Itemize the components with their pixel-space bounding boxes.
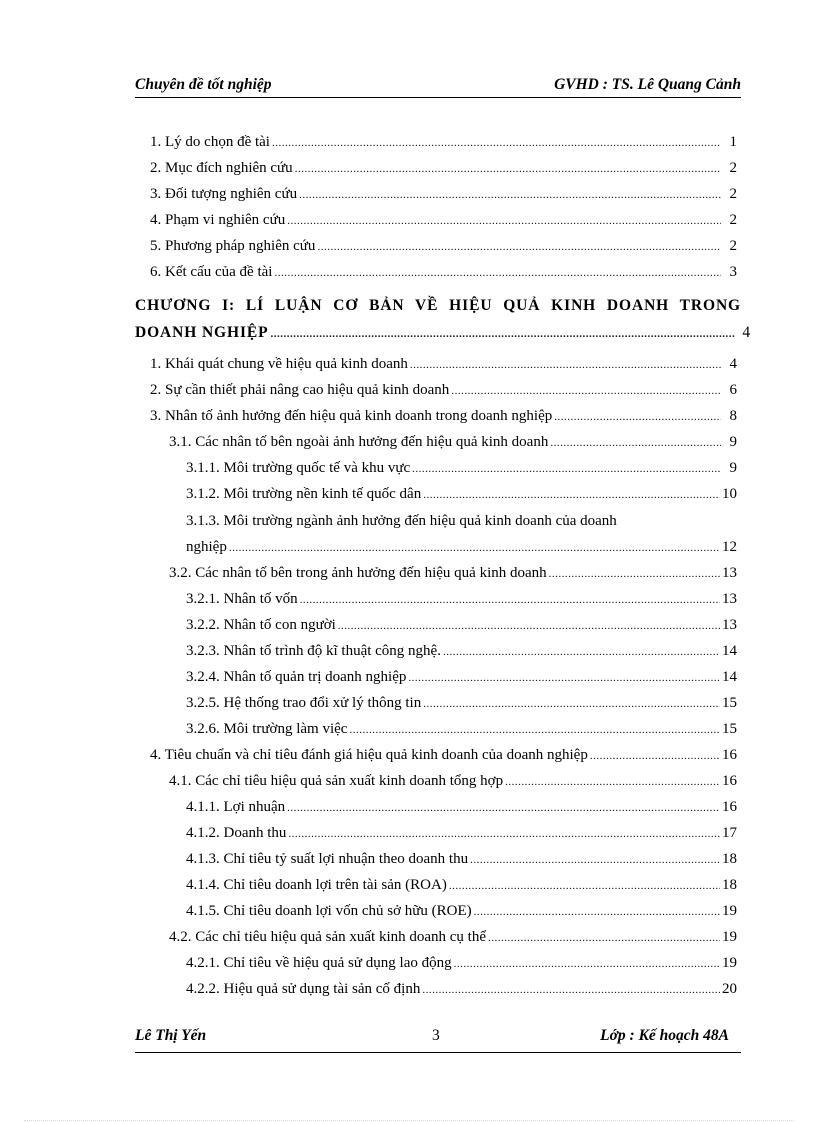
toc-entry-page: 4 [729, 356, 737, 372]
toc-entry-title: 4.1.4. Chỉ tiêu doanh lợi trên tài sản (ROA) [186, 877, 447, 893]
toc-entry-title: 3.1.1. Môi trường quốc tế và khu vực [186, 460, 411, 476]
toc-entry-page: 14 [722, 643, 737, 659]
toc-entry-page: 4 [742, 324, 751, 341]
toc-entry [186, 978, 737, 1000]
toc-entry [186, 900, 737, 922]
toc-entry-title: 2. Sự cần thiết phải nâng cao hiệu quả kinh doanh [150, 382, 450, 398]
toc-entry [150, 353, 737, 375]
toc-entry-title: 3.2.6. Môi trường làm việc [186, 721, 348, 737]
toc-entry-page: 20 [722, 981, 737, 997]
toc-entry-title: 3.2.5. Hệ thống trao đổi xử lý thông tin [186, 695, 422, 711]
toc-entry [186, 796, 737, 818]
header-rule [135, 97, 741, 98]
toc-entry-page: 8 [729, 408, 737, 424]
toc-entry [186, 874, 737, 896]
toc-entry [150, 183, 737, 205]
toc-entry-title: 4.2.2. Hiệu quả sử dụng tài sản cố định [186, 981, 421, 997]
toc-chapter-entry [135, 322, 751, 344]
toc-entry [186, 510, 737, 532]
toc-entry-page: 16 [722, 773, 737, 789]
toc-entry-title: 1. Khái quát chung về hiệu quả kinh doanh [150, 356, 408, 372]
toc-entry-page: 13 [722, 565, 737, 581]
toc-entry [150, 157, 737, 179]
toc-entry-page: 16 [722, 799, 737, 815]
toc-entry [150, 209, 737, 231]
toc-entry-title: 4.1.1. Lợi nhuận [186, 799, 286, 815]
toc-entry-page: 9 [729, 460, 737, 476]
footer-rule [135, 1052, 741, 1053]
toc-entry [169, 926, 737, 948]
toc-entry-title: 4.1. Các chỉ tiêu hiệu quả sản xuất kinh doanh tổng hợp [169, 773, 504, 789]
toc-entry-page: 19 [722, 955, 737, 971]
toc-entry-title: nghiệp [186, 539, 227, 555]
toc-entry-page: 2 [729, 186, 737, 202]
toc-entry-title: 6. Kết cấu của đề tài [150, 264, 273, 280]
toc-entry-page: 19 [722, 903, 737, 919]
toc-entry [186, 457, 737, 479]
toc-entry [186, 483, 737, 505]
toc-entry-page: 6 [729, 382, 737, 398]
toc-chapter-heading: CHƯƠNG I: LÍ LUẬN CƠ BẢN VỀ HIỆU QUẢ KINH DOANH TRONG [135, 297, 741, 314]
toc-entry-page: 15 [722, 695, 737, 711]
header-supervisor: GVHD : TS. Lê Quang Cảnh [554, 76, 741, 93]
toc-entry-title: 4.2. Các chỉ tiêu hiệu quả sản xuất kinh doanh cụ thể [169, 929, 486, 945]
toc-entry [150, 261, 737, 283]
toc-entry [186, 822, 737, 844]
toc-entry-title: 3.1. Các nhân tố bên ngoài ảnh hưởng đến hiệu quả kinh doanh [169, 434, 549, 450]
toc-entry-page: 15 [722, 721, 737, 737]
toc-entry [186, 692, 737, 714]
toc-entry [186, 718, 737, 740]
toc-entry [150, 131, 737, 153]
page-header [135, 76, 741, 98]
toc-entry-title: 4. Phạm vi nghiên cứu [150, 212, 286, 228]
toc-entry-page: 10 [722, 486, 737, 502]
toc-entry [169, 562, 737, 584]
header-thesis-title: Chuyên đề tốt nghiệp [135, 76, 272, 93]
toc-entry-page: 18 [722, 877, 737, 893]
toc-entry-page: 13 [722, 617, 737, 633]
toc-entry-title: DOANH NGHIỆP [135, 324, 269, 341]
toc-entry [169, 431, 737, 453]
toc-entry-page: 16 [722, 747, 737, 763]
toc-entry-page: 19 [722, 929, 737, 945]
toc-entry-page: 12 [722, 539, 737, 555]
toc-entry [186, 536, 737, 558]
toc-entry-title: 4. Tiêu chuẩn và chỉ tiêu đánh giá hiệu quả kinh doanh của doanh nghiệp [150, 747, 588, 763]
toc-entry-page: 18 [722, 851, 737, 867]
toc-entry [150, 379, 737, 401]
toc-entry-title: 4.2.1. Chỉ tiêu về hiệu quả sử dụng lao động [186, 955, 452, 971]
toc-entry [186, 848, 737, 870]
toc-entry-title: 3. Đối tượng nghiên cứu [150, 186, 298, 202]
toc-entry-title: 4.1.5. Chỉ tiêu doanh lợi vốn chủ sở hữu (ROE) [186, 903, 472, 919]
toc-entry [150, 405, 737, 427]
toc-entry-title: 3.2.2. Nhân tố con người [186, 617, 336, 633]
toc-entry-title: 5. Phương pháp nghiên cứu [150, 238, 316, 254]
toc-entry-page: 2 [729, 212, 737, 228]
toc-entry-page: 13 [722, 591, 737, 607]
toc-entry-page: 1 [729, 134, 737, 150]
toc-entry-title: 3.1.2. Môi trường nền kinh tế quốc dân [186, 486, 422, 502]
toc-entry-page: 2 [729, 238, 737, 254]
toc-entry [169, 770, 737, 792]
footer-author: Lê Thị Yến [135, 1027, 207, 1044]
toc-entry [186, 614, 737, 636]
toc-entry-title: 3.1.3. Môi trường ngành ảnh hưởng đến hiệu quả kinh doanh của doanh [186, 513, 617, 529]
toc-entry-title: 3.2.1. Nhân tố vốn [186, 591, 298, 607]
page-footer [135, 1027, 741, 1049]
toc-entry [186, 952, 737, 974]
toc-entry [150, 235, 737, 257]
toc-entry-page: 14 [722, 669, 737, 685]
toc-entry-title: 3.2.4. Nhân tố quản trị doanh nghiệp [186, 669, 407, 685]
footer-page-number: 3 [432, 1027, 440, 1044]
toc-entry-page: 17 [722, 825, 737, 841]
toc-entry-title: 3.2. Các nhân tố bên trong ảnh hưởng đến hiệu quả kinh doanh [169, 565, 547, 581]
toc-entry-page: 3 [729, 264, 737, 280]
toc-entry-title: 4.1.2. Doanh thu [186, 825, 287, 841]
toc-entry [186, 666, 737, 688]
toc-entry-page: 2 [729, 160, 737, 176]
toc-entry [186, 588, 737, 610]
toc-entry-title: 4.1.3. Chỉ tiêu tỷ suất lợi nhuận theo doanh thu [186, 851, 469, 867]
page-bottom-dotted-line [24, 1120, 794, 1121]
footer-class: Lớp : Kế hoạch 48A [600, 1027, 729, 1044]
toc-entry-title: 2. Mục đích nghiên cứu [150, 160, 293, 176]
toc-entry-title: 3.2.3. Nhân tố trình độ kĩ thuật công nghệ. [186, 643, 441, 659]
toc-entry [186, 640, 737, 662]
toc-entry-page: 9 [729, 434, 737, 450]
toc-entry-title: 1. Lý do chọn đề tài [150, 134, 270, 150]
toc-entry-title: 3. Nhân tố ảnh hưởng đến hiệu quả kinh doanh trong doanh nghiệp [150, 408, 553, 424]
toc-entry [150, 744, 737, 766]
